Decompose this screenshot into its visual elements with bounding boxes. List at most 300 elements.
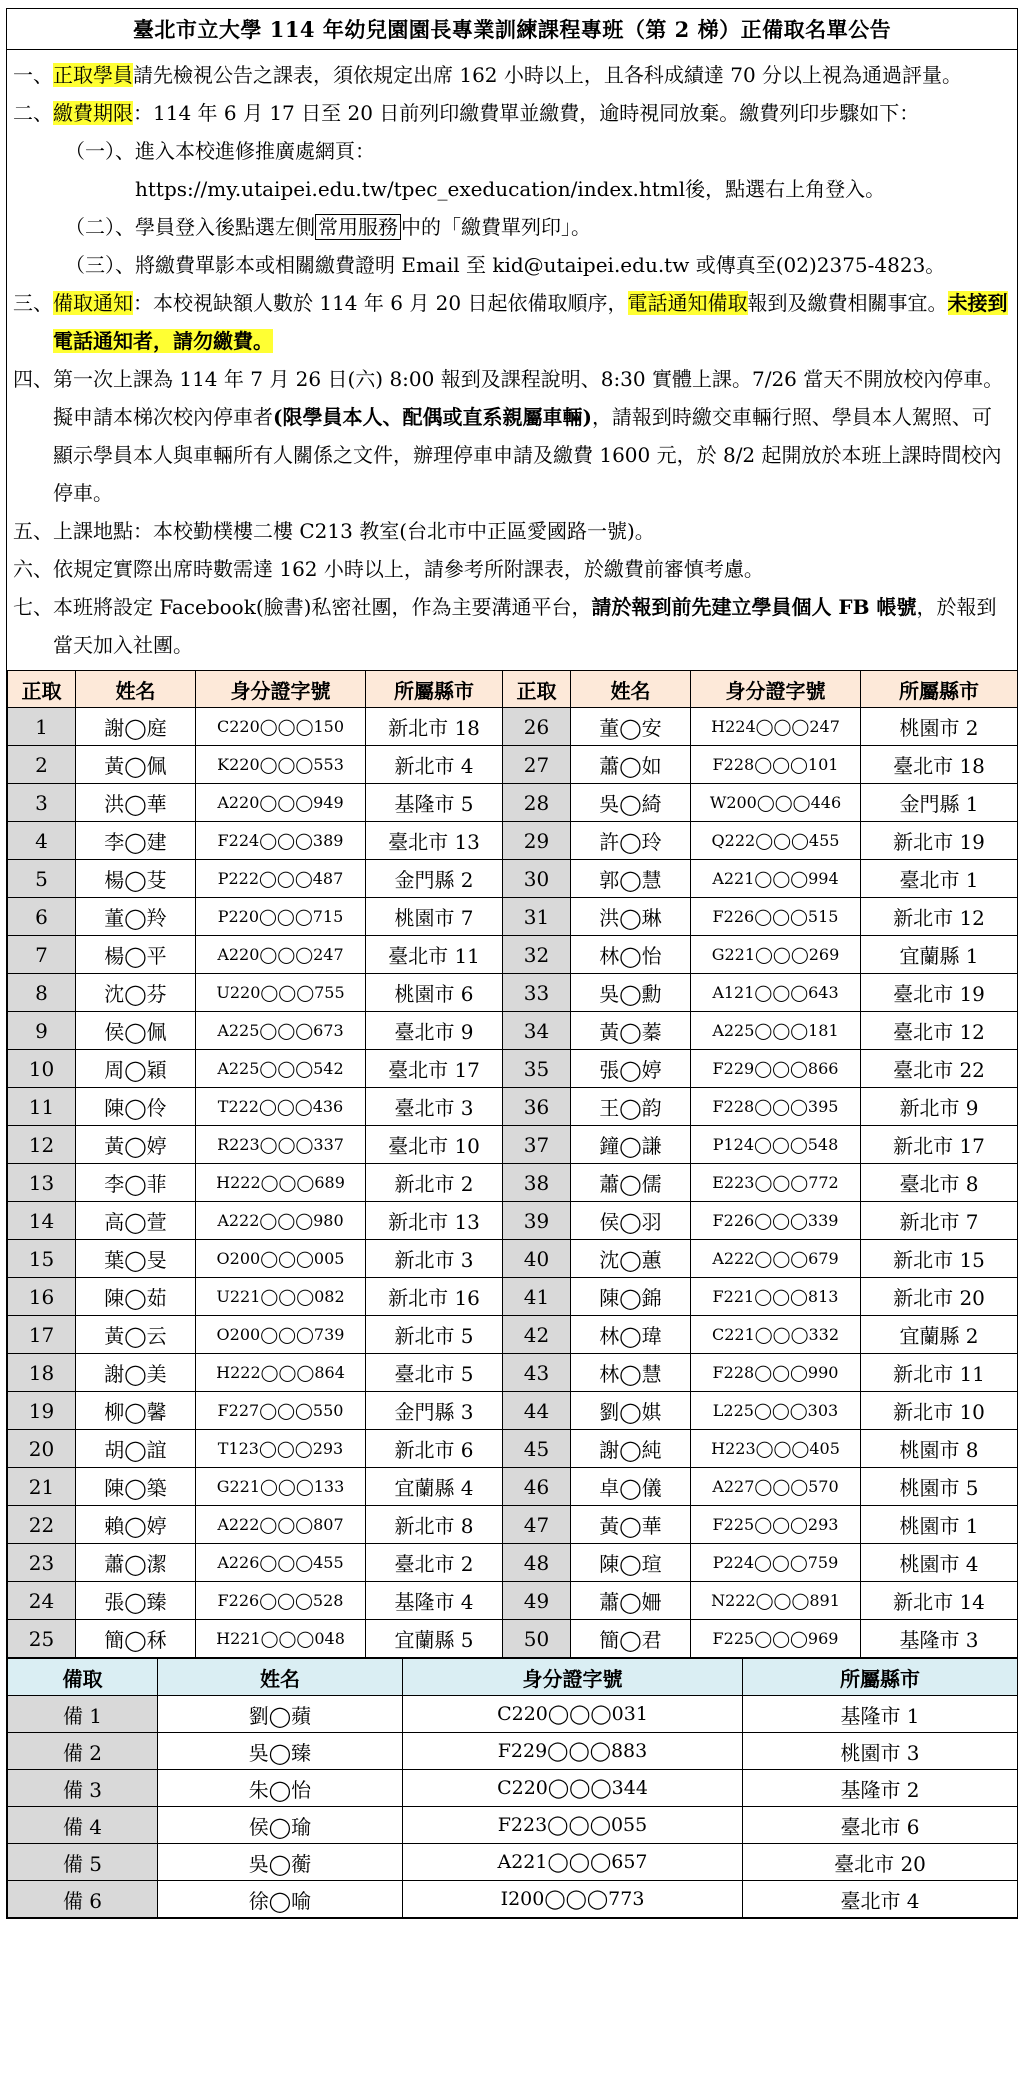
cell-city: 基隆市 4 xyxy=(366,1582,503,1620)
cell-name: 陳◯築 xyxy=(76,1468,196,1506)
cell-rank: 39 xyxy=(503,1202,571,1240)
cell-name: 葉◯旻 xyxy=(76,1240,196,1278)
cell-city: 臺北市 17 xyxy=(366,1050,503,1088)
table-row xyxy=(8,1696,1018,1733)
cell-city: 桃園市 4 xyxy=(861,1544,1018,1582)
subitem-text-after: 後，點選右上角登入。 xyxy=(685,177,886,201)
cell-id: T222◯◯◯436 xyxy=(196,1088,366,1126)
cell-rank: 26 xyxy=(503,708,571,746)
admitted-table-body xyxy=(8,708,1018,1658)
table-row xyxy=(8,1392,1018,1430)
cell-name: 楊◯芟 xyxy=(76,860,196,898)
cell-rank: 15 xyxy=(8,1240,76,1278)
cell-id: U220◯◯◯755 xyxy=(196,974,366,1012)
cell-id: A225◯◯◯542 xyxy=(196,1050,366,1088)
cell-city: 新北市 15 xyxy=(861,1240,1018,1278)
cell-rank: 27 xyxy=(503,746,571,784)
table-row xyxy=(8,1088,1018,1126)
cell-name: 陳◯瑄 xyxy=(571,1544,691,1582)
cell-city: 臺北市 6 xyxy=(743,1807,1018,1844)
table-row xyxy=(8,1050,1018,1088)
table-row xyxy=(8,1506,1018,1544)
table-row xyxy=(8,1733,1018,1770)
cell-name: 張◯婷 xyxy=(571,1050,691,1088)
cell-id: F226◯◯◯339 xyxy=(691,1202,861,1240)
table-row xyxy=(8,708,1018,746)
table-row xyxy=(8,1770,1018,1807)
cell-city: 臺北市 3 xyxy=(366,1088,503,1126)
cell-city: 金門縣 2 xyxy=(366,860,503,898)
cell-name: 董◯羚 xyxy=(76,898,196,936)
cell-rank: 5 xyxy=(8,860,76,898)
website-url[interactable]: https://my.utaipei.edu.tw/tpec_exeducation/index.html xyxy=(135,177,686,201)
cell-id: G221◯◯◯133 xyxy=(196,1468,366,1506)
cell-rank: 8 xyxy=(8,974,76,1012)
waitlist-table-body xyxy=(8,1696,1018,1918)
item-text: 本班將設定 Facebook(臉書)私密社團，作為主要溝通平台， xyxy=(53,595,592,619)
item-text: 上課地點：本校勤樸樓二樓 C213 教室(台北市中正區愛國路一號)。 xyxy=(53,519,655,543)
cell-city: 臺北市 20 xyxy=(743,1844,1018,1881)
cell-rank: 46 xyxy=(503,1468,571,1506)
cell-city: 新北市 3 xyxy=(366,1240,503,1278)
table-row xyxy=(8,1240,1018,1278)
announcement-document xyxy=(6,8,1018,1919)
table-row xyxy=(8,1202,1018,1240)
cell-name: 劉◯娸 xyxy=(571,1392,691,1430)
cell-id: H222◯◯◯689 xyxy=(196,1164,366,1202)
cell-city: 臺北市 19 xyxy=(861,974,1018,1012)
cell-id: F228◯◯◯101 xyxy=(691,746,861,784)
highlight-text: 繳費期限 xyxy=(53,101,133,125)
cell-rank: 30 xyxy=(503,860,571,898)
cell-rank: 34 xyxy=(503,1012,571,1050)
notice-item-2 xyxy=(13,94,1011,132)
notice-item-5 xyxy=(13,512,1011,550)
cell-name: 謝◯美 xyxy=(76,1354,196,1392)
cell-id: E223◯◯◯772 xyxy=(691,1164,861,1202)
admitted-table xyxy=(7,670,1018,1658)
table-row xyxy=(8,1620,1018,1658)
cell-city: 金門縣 1 xyxy=(861,784,1018,822)
item-text: ：本校視缺額人數於 114 年 6 月 20 日起依備取順序， xyxy=(133,291,628,315)
cell-id: W200◯◯◯446 xyxy=(691,784,861,822)
cell-id: G221◯◯◯269 xyxy=(691,936,861,974)
table-row xyxy=(8,1278,1018,1316)
cell-name: 劉◯蘋 xyxy=(158,1696,403,1733)
cell-name: 李◯菲 xyxy=(76,1164,196,1202)
page-title: 臺北市立大學 114 年幼兒園園長專業訓練課程專班（第 2 梯）正備取名單公告 xyxy=(7,9,1017,50)
cell-rank: 20 xyxy=(8,1430,76,1468)
subitem-number: （一）、 xyxy=(65,139,135,163)
header-city: 所屬縣市 xyxy=(743,1659,1018,1696)
cell-city: 金門縣 3 xyxy=(366,1392,503,1430)
cell-name: 徐◯喻 xyxy=(158,1881,403,1918)
cell-name: 侯◯羽 xyxy=(571,1202,691,1240)
cell-id: N222◯◯◯891 xyxy=(691,1582,861,1620)
cell-city: 新北市 20 xyxy=(861,1278,1018,1316)
cell-rank: 14 xyxy=(8,1202,76,1240)
cell-name: 沈◯芬 xyxy=(76,974,196,1012)
notice-section xyxy=(7,50,1017,670)
cell-rank: 備 2 xyxy=(8,1733,158,1770)
cell-name: 黃◯云 xyxy=(76,1316,196,1354)
cell-name: 張◯臻 xyxy=(76,1582,196,1620)
cell-name: 柳◯馨 xyxy=(76,1392,196,1430)
cell-id: A222◯◯◯807 xyxy=(196,1506,366,1544)
item-number: 六、 xyxy=(13,557,53,581)
cell-id: H221◯◯◯048 xyxy=(196,1620,366,1658)
cell-name: 林◯瑋 xyxy=(571,1316,691,1354)
cell-name: 楊◯平 xyxy=(76,936,196,974)
cell-city: 新北市 9 xyxy=(861,1088,1018,1126)
cell-id: F224◯◯◯389 xyxy=(196,822,366,860)
cell-name: 李◯建 xyxy=(76,822,196,860)
cell-rank: 備 6 xyxy=(8,1881,158,1918)
table-row xyxy=(8,1316,1018,1354)
cell-city: 新北市 17 xyxy=(861,1126,1018,1164)
cell-city: 基隆市 3 xyxy=(861,1620,1018,1658)
subitem-number: （三）、 xyxy=(65,253,135,277)
cell-name: 朱◯怡 xyxy=(158,1770,403,1807)
cell-name: 林◯慧 xyxy=(571,1354,691,1392)
cell-city: 新北市 14 xyxy=(861,1582,1018,1620)
subitem-text-after: 中的「繳費單列印」。 xyxy=(401,215,591,239)
cell-rank: 28 xyxy=(503,784,571,822)
cell-city: 桃園市 7 xyxy=(366,898,503,936)
cell-rank: 備 5 xyxy=(8,1844,158,1881)
cell-name: 黃◯婷 xyxy=(76,1126,196,1164)
table-row xyxy=(8,1354,1018,1392)
cell-rank: 42 xyxy=(503,1316,571,1354)
cell-city: 桃園市 8 xyxy=(861,1430,1018,1468)
cell-rank: 備 4 xyxy=(8,1807,158,1844)
notice-item-1 xyxy=(13,56,1011,94)
cell-city: 宜蘭縣 2 xyxy=(861,1316,1018,1354)
cell-city: 臺北市 10 xyxy=(366,1126,503,1164)
cell-id: A220◯◯◯247 xyxy=(196,936,366,974)
cell-name: 簡◯君 xyxy=(571,1620,691,1658)
table-row xyxy=(8,746,1018,784)
header-id: 身分證字號 xyxy=(403,1659,743,1696)
bold-text: 請於報到前先建立學員個人 FB 帳號 xyxy=(591,595,917,619)
highlight-text: 備取通知 xyxy=(53,291,133,315)
item-text: 第一次上課為 114 年 7 月 26 日(六) 8:00 報到及課程說明、8:30 實體上課。7/26 當天不開放校內停車。擬申請本梯次校內停車者 xyxy=(53,367,1004,429)
cell-id: A225◯◯◯673 xyxy=(196,1012,366,1050)
cell-rank: 24 xyxy=(8,1582,76,1620)
cell-id: A220◯◯◯949 xyxy=(196,784,366,822)
cell-city: 臺北市 1 xyxy=(861,860,1018,898)
cell-id: T123◯◯◯293 xyxy=(196,1430,366,1468)
cell-rank: 40 xyxy=(503,1240,571,1278)
cell-name: 吳◯綺 xyxy=(571,784,691,822)
cell-name: 謝◯庭 xyxy=(76,708,196,746)
cell-rank: 16 xyxy=(8,1278,76,1316)
cell-city: 宜蘭縣 1 xyxy=(861,936,1018,974)
cell-rank: 1 xyxy=(8,708,76,746)
cell-id: F227◯◯◯550 xyxy=(196,1392,366,1430)
cell-city: 臺北市 11 xyxy=(366,936,503,974)
table-row xyxy=(8,1544,1018,1582)
cell-name: 周◯穎 xyxy=(76,1050,196,1088)
cell-id: O200◯◯◯005 xyxy=(196,1240,366,1278)
cell-rank: 45 xyxy=(503,1430,571,1468)
cell-id: P220◯◯◯715 xyxy=(196,898,366,936)
cell-name: 蕭◯潔 xyxy=(76,1544,196,1582)
item-text: ：114 年 6 月 17 日至 20 日前列印繳費單並繳費，逾時視同放棄。繳費列印步驟如下： xyxy=(133,101,920,125)
header-id: 身分證字號 xyxy=(196,671,366,708)
cell-id: F223◯◯◯055 xyxy=(403,1807,743,1844)
header-rank: 正取 xyxy=(503,671,571,708)
cell-id: F229◯◯◯866 xyxy=(691,1050,861,1088)
cell-name: 卓◯儀 xyxy=(571,1468,691,1506)
cell-id: F229◯◯◯883 xyxy=(403,1733,743,1770)
item-text-2: ，請報到時繳交車輛行照、學員本人駕照、可顯示學員本人與車輛所有人關係之文件，辦理停車申請及繳費 1600 元，於 8/2 起開放於本班上課時間校內停車。 xyxy=(53,405,1002,505)
item-text: 請先檢視公告之課表，須依規定出席 162 小時以上，且各科成績達 70 分以上視為通過評量。 xyxy=(133,63,963,87)
cell-city: 臺北市 8 xyxy=(861,1164,1018,1202)
cell-name: 賴◯婷 xyxy=(76,1506,196,1544)
cell-city: 臺北市 13 xyxy=(366,822,503,860)
table-row xyxy=(8,936,1018,974)
header-rank: 正取 xyxy=(8,671,76,708)
cell-name: 蕭◯姍 xyxy=(571,1582,691,1620)
cell-rank: 19 xyxy=(8,1392,76,1430)
cell-rank: 備 1 xyxy=(8,1696,158,1733)
cell-id: F225◯◯◯293 xyxy=(691,1506,861,1544)
cell-city: 新北市 16 xyxy=(366,1278,503,1316)
cell-id: P222◯◯◯487 xyxy=(196,860,366,898)
notice-item-7 xyxy=(13,588,1011,664)
cell-city: 宜蘭縣 4 xyxy=(366,1468,503,1506)
item-number: 一、 xyxy=(13,63,53,87)
cell-id: L225◯◯◯303 xyxy=(691,1392,861,1430)
cell-rank: 23 xyxy=(8,1544,76,1582)
cell-name: 黃◯蓁 xyxy=(571,1012,691,1050)
cell-rank: 25 xyxy=(8,1620,76,1658)
cell-rank: 13 xyxy=(8,1164,76,1202)
cell-rank: 31 xyxy=(503,898,571,936)
cell-city: 新北市 2 xyxy=(366,1164,503,1202)
cell-id: C220◯◯◯150 xyxy=(196,708,366,746)
cell-id: F225◯◯◯969 xyxy=(691,1620,861,1658)
table-row xyxy=(8,1881,1018,1918)
item-number: 七、 xyxy=(13,595,53,619)
cell-rank: 2 xyxy=(8,746,76,784)
cell-name: 黃◯華 xyxy=(571,1506,691,1544)
cell-rank: 9 xyxy=(8,1012,76,1050)
cell-city: 臺北市 5 xyxy=(366,1354,503,1392)
item-number: 四、 xyxy=(13,367,53,391)
cell-id: A226◯◯◯455 xyxy=(196,1544,366,1582)
cell-rank: 18 xyxy=(8,1354,76,1392)
cell-rank: 35 xyxy=(503,1050,571,1088)
cell-city: 桃園市 6 xyxy=(366,974,503,1012)
cell-rank: 6 xyxy=(8,898,76,936)
cell-name: 洪◯華 xyxy=(76,784,196,822)
cell-city: 新北市 13 xyxy=(366,1202,503,1240)
cell-id: P124◯◯◯548 xyxy=(691,1126,861,1164)
cell-city: 桃園市 1 xyxy=(861,1506,1018,1544)
cell-city: 新北市 10 xyxy=(861,1392,1018,1430)
cell-city: 基隆市 5 xyxy=(366,784,503,822)
cell-id: Q222◯◯◯455 xyxy=(691,822,861,860)
cell-name: 吳◯勳 xyxy=(571,974,691,1012)
cell-city: 桃園市 5 xyxy=(861,1468,1018,1506)
waitlist-header-row xyxy=(8,1659,1018,1696)
cell-city: 宜蘭縣 5 xyxy=(366,1620,503,1658)
cell-rank: 50 xyxy=(503,1620,571,1658)
cell-rank: 11 xyxy=(8,1088,76,1126)
cell-rank: 32 xyxy=(503,936,571,974)
warning-text: 未接到電話通知者，請勿繳費。 xyxy=(53,291,1008,353)
cell-rank: 4 xyxy=(8,822,76,860)
cell-rank: 33 xyxy=(503,974,571,1012)
subitem-text: 進入本校進修推廣處網頁： xyxy=(135,139,375,163)
cell-city: 臺北市 12 xyxy=(861,1012,1018,1050)
header-name: 姓名 xyxy=(158,1659,403,1696)
cell-id: C220◯◯◯344 xyxy=(403,1770,743,1807)
table-row xyxy=(8,1126,1018,1164)
cell-name: 簡◯秝 xyxy=(76,1620,196,1658)
cell-name: 蕭◯儒 xyxy=(571,1164,691,1202)
cell-city: 臺北市 18 xyxy=(861,746,1018,784)
cell-name: 洪◯琳 xyxy=(571,898,691,936)
cell-name: 吳◯蘅 xyxy=(158,1844,403,1881)
cell-id: F228◯◯◯990 xyxy=(691,1354,861,1392)
cell-rank: 48 xyxy=(503,1544,571,1582)
waitlist-table xyxy=(7,1658,1018,1918)
cell-id: H222◯◯◯864 xyxy=(196,1354,366,1392)
cell-name: 鐘◯謙 xyxy=(571,1126,691,1164)
cell-id: F226◯◯◯515 xyxy=(691,898,861,936)
header-city: 所屬縣市 xyxy=(366,671,503,708)
cell-id: O200◯◯◯739 xyxy=(196,1316,366,1354)
header-rank: 備取 xyxy=(8,1659,158,1696)
cell-rank: 49 xyxy=(503,1582,571,1620)
header-city: 所屬縣市 xyxy=(861,671,1018,708)
cell-id: F228◯◯◯395 xyxy=(691,1088,861,1126)
cell-name: 陳◯錦 xyxy=(571,1278,691,1316)
cell-name: 沈◯蕙 xyxy=(571,1240,691,1278)
cell-city: 基隆市 1 xyxy=(743,1696,1018,1733)
notice-item-3 xyxy=(13,284,1011,360)
cell-name: 侯◯瑜 xyxy=(158,1807,403,1844)
table-row xyxy=(8,1468,1018,1506)
table-row xyxy=(8,974,1018,1012)
cell-city: 臺北市 22 xyxy=(861,1050,1018,1088)
header-name: 姓名 xyxy=(76,671,196,708)
cell-city: 新北市 5 xyxy=(366,1316,503,1354)
cell-city: 新北市 8 xyxy=(366,1506,503,1544)
cell-id: I200◯◯◯773 xyxy=(403,1881,743,1918)
cell-city: 臺北市 9 xyxy=(366,1012,503,1050)
cell-name: 黃◯佩 xyxy=(76,746,196,784)
cell-rank: 36 xyxy=(503,1088,571,1126)
cell-rank: 43 xyxy=(503,1354,571,1392)
cell-id: P224◯◯◯759 xyxy=(691,1544,861,1582)
cell-name: 高◯萱 xyxy=(76,1202,196,1240)
cell-name: 林◯怡 xyxy=(571,936,691,974)
notice-item-4 xyxy=(13,360,1011,512)
cell-rank: 44 xyxy=(503,1392,571,1430)
admitted-header-row xyxy=(8,671,1018,708)
cell-name: 侯◯佩 xyxy=(76,1012,196,1050)
cell-rank: 3 xyxy=(8,784,76,822)
cell-name: 陳◯伶 xyxy=(76,1088,196,1126)
cell-rank: 7 xyxy=(8,936,76,974)
cell-name: 胡◯誼 xyxy=(76,1430,196,1468)
notice-subitem-3 xyxy=(13,246,1011,284)
table-row xyxy=(8,860,1018,898)
notice-subitem-1 xyxy=(13,132,1011,208)
subitem-text: 將繳費單影本或相關繳費證明 Email 至 kid@utaipei.edu.tw 或傳真至(02)2375-4823。 xyxy=(135,253,946,277)
table-row xyxy=(8,898,1018,936)
table-row xyxy=(8,822,1018,860)
subitem-number: （二）、 xyxy=(65,215,135,239)
cell-id: A225◯◯◯181 xyxy=(691,1012,861,1050)
cell-city: 新北市 12 xyxy=(861,898,1018,936)
table-row xyxy=(8,1807,1018,1844)
cell-id: R223◯◯◯337 xyxy=(196,1126,366,1164)
cell-id: A222◯◯◯679 xyxy=(691,1240,861,1278)
cell-city: 新北市 4 xyxy=(366,746,503,784)
cell-name: 王◯韵 xyxy=(571,1088,691,1126)
cell-city: 新北市 19 xyxy=(861,822,1018,860)
item-number: 三、 xyxy=(13,291,53,315)
cell-rank: 41 xyxy=(503,1278,571,1316)
header-id: 身分證字號 xyxy=(691,671,861,708)
cell-city: 臺北市 4 xyxy=(743,1881,1018,1918)
cell-id: U221◯◯◯082 xyxy=(196,1278,366,1316)
table-row xyxy=(8,1164,1018,1202)
table-row xyxy=(8,784,1018,822)
item-text: 依規定實際出席時數需達 162 小時以上，請參考所附課表，於繳費前審慎考慮。 xyxy=(53,557,764,581)
item-text-2: ，於報到當天加入社團。 xyxy=(53,595,997,657)
cell-rank: 29 xyxy=(503,822,571,860)
cell-city: 基隆市 2 xyxy=(743,1770,1018,1807)
cell-name: 郭◯慧 xyxy=(571,860,691,898)
notice-subitem-2 xyxy=(13,208,1011,246)
cell-id: A222◯◯◯980 xyxy=(196,1202,366,1240)
cell-city: 臺北市 2 xyxy=(366,1544,503,1582)
cell-name: 董◯安 xyxy=(571,708,691,746)
cell-id: A227◯◯◯570 xyxy=(691,1468,861,1506)
table-row xyxy=(8,1582,1018,1620)
notice-item-6 xyxy=(13,550,1011,588)
cell-rank: 17 xyxy=(8,1316,76,1354)
cell-id: H223◯◯◯405 xyxy=(691,1430,861,1468)
table-row xyxy=(8,1430,1018,1468)
item-text-2: 報到及繳費相關事宜。 xyxy=(747,291,948,315)
highlight-text-2: 電話通知備取 xyxy=(627,291,748,315)
cell-id: A221◯◯◯994 xyxy=(691,860,861,898)
cell-id: C221◯◯◯332 xyxy=(691,1316,861,1354)
cell-city: 桃園市 3 xyxy=(743,1733,1018,1770)
cell-id: C220◯◯◯031 xyxy=(403,1696,743,1733)
table-row xyxy=(8,1844,1018,1881)
cell-rank: 22 xyxy=(8,1506,76,1544)
cell-rank: 37 xyxy=(503,1126,571,1164)
header-name: 姓名 xyxy=(571,671,691,708)
highlight-text: 正取學員 xyxy=(53,63,133,87)
cell-id: K220◯◯◯553 xyxy=(196,746,366,784)
cell-id: A121◯◯◯643 xyxy=(691,974,861,1012)
cell-name: 陳◯茹 xyxy=(76,1278,196,1316)
cell-name: 謝◯純 xyxy=(571,1430,691,1468)
cell-id: F221◯◯◯813 xyxy=(691,1278,861,1316)
cell-city: 新北市 18 xyxy=(366,708,503,746)
item-number: 二、 xyxy=(13,101,53,125)
cell-city: 新北市 11 xyxy=(861,1354,1018,1392)
